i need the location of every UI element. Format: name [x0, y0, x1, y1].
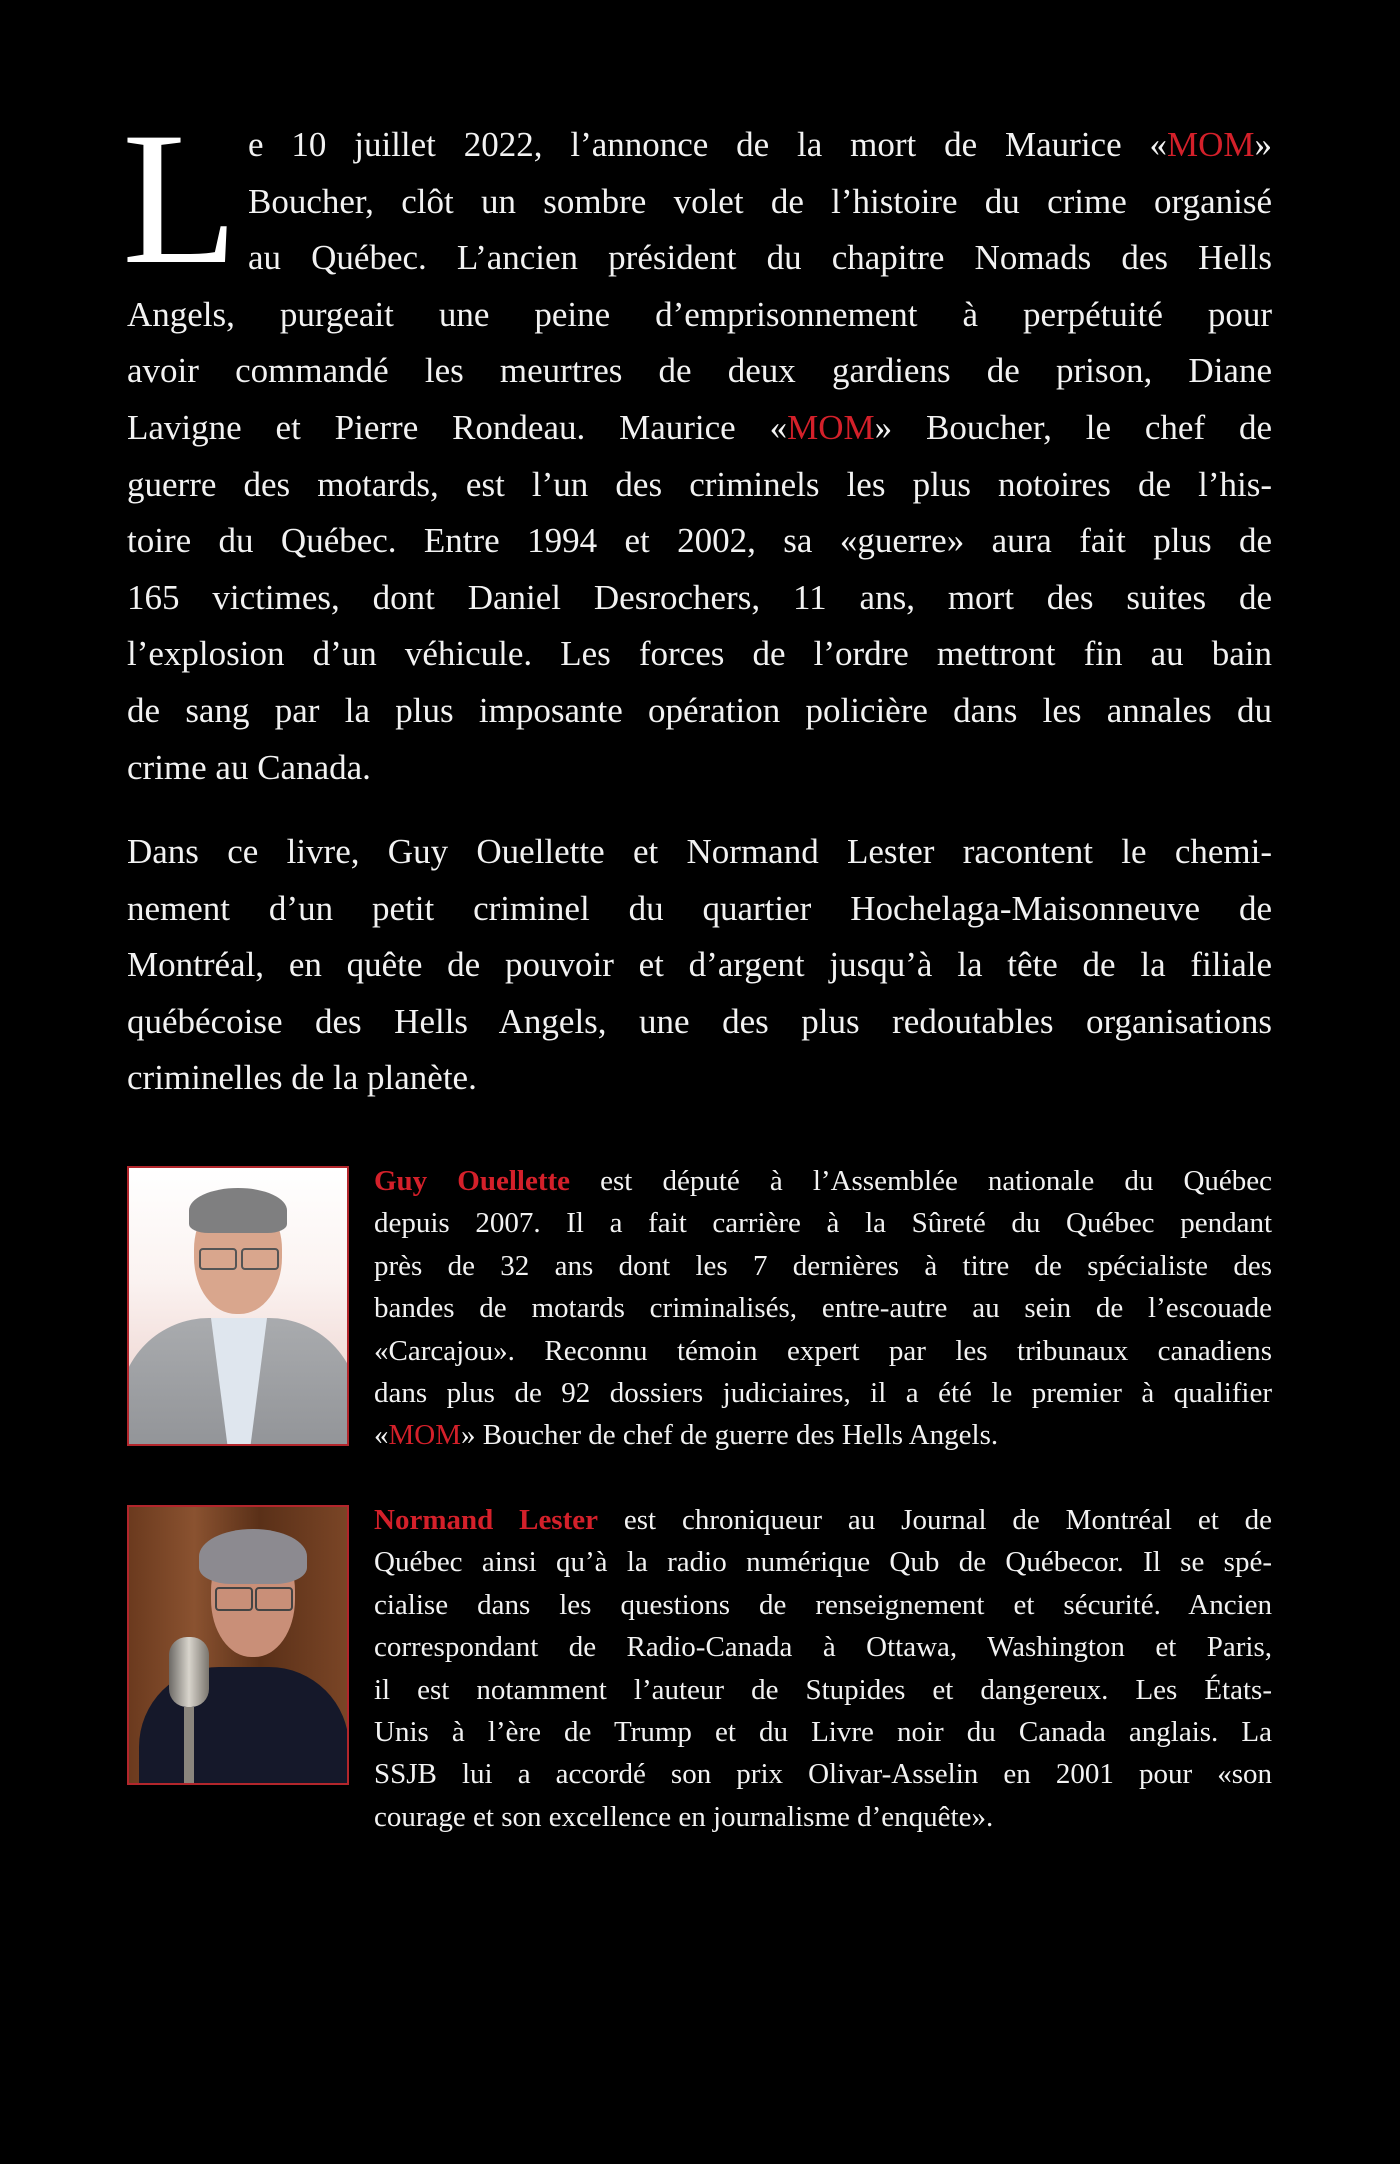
text-line — [127, 400, 1272, 457]
author-name: Normand Lester — [374, 1504, 598, 1536]
text-line: toire du Québec. Entre 1994 et 2002, sa «guerre» aura fait plus de — [127, 521, 1272, 561]
text-line — [248, 117, 1272, 174]
text-line: Angels, purgeait une peine d’emprisonnement à perpétuité pour — [127, 294, 1272, 334]
text: » Boucher de chef de guerre des Hells Angels. — [461, 1419, 999, 1452]
text-line: Dans ce livre, Guy Ouellette et Normand Lester racontent le chemi- — [127, 832, 1272, 871]
text-line: criminelles de la planète. — [127, 1058, 477, 1098]
nickname-highlight: MOM — [787, 407, 875, 447]
text-line: nement d’un petit criminel du quartier Hochelaga-Maisonneuve de — [127, 888, 1272, 928]
text-line — [374, 1414, 1272, 1456]
text: » — [1254, 125, 1272, 164]
drop-cap: L — [122, 94, 239, 304]
text-line: «Carcajou». Reconnu témoin expert par les tribunaux canadiens — [374, 1334, 1272, 1367]
microphone-icon — [169, 1637, 209, 1707]
author-name: Guy Ouellette — [374, 1165, 571, 1197]
text: Lavigne et Pierre Rondeau. Maurice « — [127, 407, 788, 447]
text-line: bandes de motards criminalisés, entre-autre au sein de l’escouade — [374, 1292, 1272, 1325]
author-bio-normand-lester — [374, 1499, 1272, 1838]
text: est chroniqueur au Journal de Montréal et de — [598, 1504, 1272, 1536]
text-line: québécoise des Hells Angels, une des plus redoutables organisations — [127, 1001, 1272, 1041]
nickname-highlight: MOM — [388, 1419, 462, 1452]
text-line: cialise dans les questions de renseignement et sécurité. Ancien — [374, 1588, 1272, 1621]
text: « — [374, 1419, 389, 1452]
author-bio-guy-ouellette — [374, 1160, 1272, 1457]
text-line: Montréal, en quête de pouvoir et d’argent jusqu’à la tête de la filiale — [127, 945, 1272, 985]
text-line: Boucher, clôt un sombre volet de l’histoire du crime organisé — [248, 181, 1272, 221]
nickname-highlight: MOM — [1166, 125, 1255, 164]
text-line — [374, 1160, 1272, 1202]
text: e 10 juillet 2022, l’annonce de la mort de Maurice « — [248, 125, 1167, 164]
text-line: Unis à l’ère de Trump et du Livre noir du Canada anglais. La — [374, 1715, 1272, 1748]
text-line: avoir commandé les meurtres de deux gardiens de prison, Diane — [127, 351, 1272, 391]
summary-paragraph — [127, 824, 1272, 1107]
text: » Boucher, le chef de — [874, 407, 1272, 447]
text-line: SSJB lui a accordé son prix Olivar-Asselin en 2001 pour «son — [374, 1758, 1272, 1791]
text-line — [374, 1499, 1272, 1541]
text-line: de sang par la plus imposante opération policière dans les annales du — [127, 690, 1272, 730]
text-line: guerre des motards, est l’un des criminels les plus notoires de l’his- — [127, 464, 1272, 504]
author-photo-normand-lester — [127, 1505, 349, 1785]
author-photo-guy-ouellette — [127, 1166, 349, 1446]
text-line: crime au Canada. — [127, 747, 371, 787]
text-line: l’explosion d’un véhicule. Les forces de l’ordre mettront fin au bain — [127, 634, 1272, 674]
intro-paragraph — [127, 117, 1272, 796]
text-line: correspondant de Radio-Canada à Ottawa, Washington et Paris, — [374, 1631, 1272, 1664]
text-line: 165 victimes, dont Daniel Desrochers, 11 ans, mort des suites de — [127, 577, 1272, 617]
text-line: au Québec. L’ancien président du chapitre Nomads des Hells — [248, 238, 1272, 278]
text-line: il est notamment l’auteur de Stupides et dangereux. Les États- — [374, 1673, 1272, 1706]
text-line: depuis 2007. Il a fait carrière à la Sûreté du Québec pendant — [374, 1207, 1272, 1240]
text-line: Québec ainsi qu’à la radio numérique Qub de Québecor. Il se spé- — [374, 1546, 1272, 1579]
text: est député à l’Assemblée nationale du Québec — [570, 1165, 1272, 1197]
text-line: courage et son excellence en journalisme d’enquête». — [374, 1800, 994, 1833]
text-line: dans plus de 92 dossiers judiciaires, il a été le premier à qualifier — [374, 1376, 1272, 1409]
text-line: près de 32 ans dont les 7 dernières à titre de spécialiste des — [374, 1249, 1272, 1282]
